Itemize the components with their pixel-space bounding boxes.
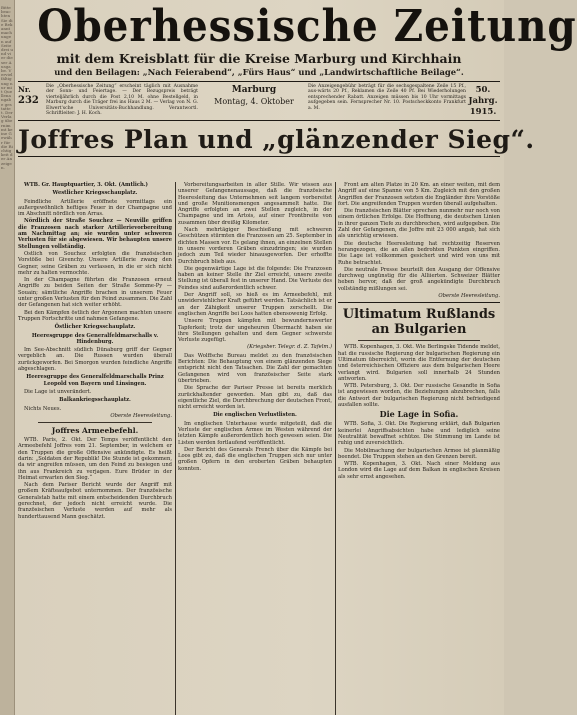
city: Marburg — [231, 85, 277, 95]
paragraph: Die Lage ist unverändert. — [24, 388, 92, 395]
issue-number — [18, 84, 46, 106]
issue-value: 232 — [18, 95, 39, 106]
masthead-subtitle: mit dem Kreisblatt für die Kreise Marburg und Kirchhain — [56, 51, 462, 66]
masthead-title: Oberhessische Zeitung — [37, 1, 577, 52]
paragraph: Vorbereitungsarbeiten in aller Stille. Wir wissen aus unserer Gefangenenaussage, daß die französische Heeresleitung das Unternehmen seit langem vorbereitet und große Munitionsmengen angesammelt hatte. Die Angriffe erfolgten an zwei Stellen zugleich, in der Champagne und im Artois, auf einer Frontbreite von zusammen über dreißig Kilometer. — [178, 182, 332, 226]
front-subhead: Östlicher Kriegsschauplatz. — [54, 324, 136, 331]
info-bar — [18, 81, 500, 121]
paragraph: Nichts Neues. — [24, 405, 62, 412]
paragraph: Ostlich von Souchez erfolgten die französischen Vorstöße bei Givenchy. Unsere Artillerie zwang den Gegner, seine Gräben zu verlassen, in die er sich nicht mehr zu halten vermochte. — [18, 250, 172, 276]
column-2 — [178, 182, 332, 715]
paragraph: Die französischen Blätter sprechen nunmehr nur noch von einem örtlichen Erfolge. Die Hoffnung, die deutschen Linien in ihrer ganzen Tiefe zu durchbrechen, wird aufgegeben. Die Zahl der Gefangenen, die Joffre mit 23 000 angab, hat sich als unrichtig erwiesen. — [338, 208, 500, 240]
issue-label: Nr. — [18, 85, 31, 94]
paragraph: In der Champagne führten die Franzosen erneut Angriffe zu beiden Seiten der Straße Somme-Py — Souain; sämtliche Angriffe brachen in unserem Feuer unter großen Verlusten für den Feind zusammen. Die Zahl der Gefangenen hat sich weiter erhöht. — [18, 277, 172, 309]
dateline: WTB. Gr. Hauptquartier, 3. Okt. (Amtlich.) — [24, 182, 149, 188]
headline-rule — [18, 156, 500, 157]
section-title: Joffres Armeebefehl. — [51, 426, 139, 436]
paragraph: Nach mehrtägiger Beschießung mit schweren Geschützen stürmten die Franzosen am 25. September in dichten Massen vor. Es gelang ihnen, an einzelnen Stellen in unsere vorderen Gräben einzudringen; sie wurden jedoch zum Teil wieder hinausgeworfen. Der erhoffte Durchbruch blieb aus. — [178, 227, 332, 265]
place-date — [206, 84, 302, 108]
paragraph: Der Bericht des Generals French über die Kämpfe bei Loos gibt zu, daß die englischen Truppen sich nur unter großen Opfern in den eroberten Gräben behaupten konnten. — [178, 446, 332, 472]
paragraph: Der Angriff soll, so hieß es im Armeebefehl, mit unwiderstehlicher Kraft geführt werden. Tatsächlich ist er an der Zähigkeit unserer Truppen zerschellt. Die englischen Angriffe bei Loos hatten ebensowenig Erfolg. — [178, 292, 332, 317]
paragraph: WTB. Sofia, 3. Okt. Die Regierung erklärt, daß Bulgarien keinerlei Angriffsabsichten habe und lediglich seine Neutralität bewaffnet schütze. Die Stimmung im Lande ist ruhig und zuversichtlich. — [338, 421, 500, 447]
front-subhead: Balkankriegsschauplatz. — [59, 397, 131, 404]
advertising-info: Die Anzeigengebühr beträgt für die sechsgespaltene Zeile 15 Pf., aus-wärts 20 Pf., Reklamen die Zeile 40 Pf. Bei Wiederholungen entsprechender Rabatt. Anzeigen müssen bis 10 Uhr vormittags aufgegeben sein. Fernsprecher Nr. 10. Postscheckkonto Frankfurt a. M. — [308, 84, 466, 111]
paragraph: Nördlich der Straße Souchez — Neuville griffen die Franzosen nach starker Artillerievorbereitung am Nachmittag an; sie wurden unter schweren Verlusten für sie abgewiesen. Wir behaupten unsere Stellungen vollständig. — [18, 218, 172, 250]
signature: (Kriegsber. Telegr. d. Z. Tafelm.) — [247, 344, 332, 351]
column-separator — [175, 182, 176, 715]
year: 1915. — [469, 107, 497, 117]
section-title: Ultimatum Rußlands an Bulgarien — [342, 307, 496, 338]
paragraph: Die Mobilmachung der bulgarischen Armee ist planmäßig beendet. Die Truppen stehen an den Grenzen bereit. — [338, 447, 500, 460]
divider — [38, 422, 152, 423]
paragraph: Die deutsche Heeresleitung hat rechtzeitig Reserven herangezogen, die an allen bedrohten Punkten eingriffen. Die Lage ist vollkommen gesichert und wird von uns mit Ruhe betrachtet. — [338, 240, 500, 266]
column-3 — [338, 182, 500, 715]
paragraph: Das Wolffsche Bureau meldet zu den französischen Berichten: Die Behauptung von einem glänzenden Siege entspricht nicht den Tatsachen. Die Zahl der gemachten Gefangenen wird von französischer Seite stark übertrieben. — [178, 352, 332, 384]
margin-note: Bitte beachten Sie die Bekanntmachungen auf Seite drei und vier dieser Ausgabe. Vervielfältigung nur mit Quellenangabe gestattet. Der Verlag übernimmt keine Gewähr für die Richtigkeit der Anzeigen. — [1, 5, 13, 170]
volume-year — [466, 85, 500, 118]
main-headline: Joffres Plan und „glänzender Sieg“. — [18, 125, 535, 154]
divider — [358, 340, 480, 341]
paragraph: WTB. Paris, 2. Okt. Der Temps veröffentlicht den Armeebefehl Joffres vom 21. September, in welchem er den Truppen die große Offensive ankündigte. Es heißt darin: „Soldaten der Republik! Die Stunde ist gekommen, da wir angreifen müssen, um den Feind zu besiegen und ihn aus Frankreich zu verjagen. Eure Brüder in der Heimat erwarten den Sieg.“ — [18, 437, 172, 481]
subhead: Die englischen Verlustlisten. — [213, 412, 297, 419]
paragraph: Front am alten Platze in 20 Km. an einer weiten, mit dem Angriff auf eine Spanne von 5 Km. Zugleich mit den großen Angriffen der Franzosen setzten die Engländer ihre Vorstöße fort. Die angreifenden Truppen wurden überall aufgehalten. — [338, 182, 500, 207]
paragraph: Die neutrale Presse beurteilt den Ausgang der Offensive durchweg ungünstig für die Alliierten. Schweizer Blätter heben hervor, daß der groß angekündigte Durchbruch vollständig mißlungen sei. — [338, 266, 500, 292]
paragraph: WTB. Kopenhagen, 3. Okt. Wie Berlingske Tidende meldet, hat die russische Regierung der bulgarischen Regierung ein Ultimatum überreicht, worin die Entfernung der deutschen und österreichischen Offiziere aus dem bulgarischen Heere verlangt wird. Bulgarien soll innerhalb 24 Stunden antworten. — [338, 344, 500, 382]
page-content — [18, 0, 577, 715]
volume-label: 50. Jahrg. — [468, 85, 498, 106]
binding-margin — [0, 0, 15, 715]
column-separator — [335, 182, 336, 715]
divider — [338, 302, 500, 303]
paragraph: Im See-Abschnitt südlich Dünaburg griff der Gegner vergeblich an. Die Russen wurden überall zurückgeworfen. Bei Smorgon wurden feindliche Angriffe abgeschlagen. — [18, 347, 172, 373]
issue-date: Montag, 4. Oktober — [214, 97, 294, 106]
paragraph: WTB. Petersburg, 3. Okt. Der russische Gesandte in Sofia ist angewiesen worden, die Beziehungen abzubrechen, falls die Antwort der bulgarischen Regierung nicht befriedigend ausfallen sollte. — [338, 383, 500, 409]
paragraph: Nach dem Pariser Bericht wurde der Angriff mit großem Kräfteaufgebot unternommen. Der französische Generalstab hatte mit einem entscheidenden Durchbruch gerechnet, der jedoch nicht erreicht wurde. Die französischen Verluste werden auf mehr als hunderttausend Mann geschätzt. — [18, 482, 172, 520]
paragraph: Im englischen Unterhause wurde mitgeteilt, daß die Verluste der englischen Armee im Westen während der letzten Kämpfe außerordentlich hoch gewesen seien. Die Listen werden fortlaufend veröffentlicht. — [178, 420, 332, 446]
front-subhead: Westlicher Kriegsschauplatz. — [52, 190, 138, 197]
masthead-supplements: und den Beilagen: „Nach Feierabend“, „Fürs Haus“ und „Landwirtschaftliche Beilage“. — [54, 67, 464, 77]
section-subtitle: Die Lage in Sofia. — [379, 409, 459, 420]
signature: Oberste Heeresleitung. — [438, 293, 500, 300]
army-group-subhead: Heeresgruppe des Generalfeldmarschalls v. Hindenburg. — [31, 332, 159, 345]
subscription-info: Die „Oberhessische Zeitung“ erscheint täglich mit Ausnahme der Sonn- und Feiertage. — Der Bezugspreis beträgt vierteljährlich durch die Post 2,10 M. ohne Bestellgeld, in Marburg durch die Träger frei ins Haus 2 M. — Verlag von N. G. Elwert'sche Universitäts-Buchhandlung. Verantwortl. Schriftleiter: J. H. Koch. — [46, 84, 198, 117]
paragraph: Bei den Kämpfen östlich der Argonnen machten unsere Truppen Fortschritte und nahmen Gefangene. — [18, 309, 172, 322]
article-columns — [18, 182, 500, 715]
column-1 — [18, 182, 172, 715]
paragraph: Die Sprache der Pariser Presse ist bereits merklich zurückhaltender geworden. Man gibt zu, daß das eigentliche Ziel, die Durchbrechung der deutschen Front, nicht erreicht worden ist. — [178, 385, 332, 411]
paragraph: Unsere Truppen kämpfen mit bewundernswerter Tapferkeit; trotz der ungeheuren Übermacht haben sie ihre Stellungen gehalten und dem Gegner schwerste Verluste zugefügt. — [178, 318, 332, 344]
paragraph: Feindliche Artillerie eröffnete vormittags ein außergewöhnlich heftiges Feuer in der Champagne und im Abschnitt nördlich von Arras. — [18, 198, 172, 218]
paragraph: WTB. Kopenhagen, 3. Okt. Nach einer Meldung aus London wird die Lage auf dem Balkan in englischen Kreisen als sehr ernst angesehen. — [338, 461, 500, 480]
army-group-subhead: Heeresgruppe des Generalfeldmarschalls Prinz Leopold von Bayern und Linsingen. — [26, 374, 164, 387]
signature: Oberste Heeresleitung. — [110, 412, 172, 419]
paragraph: Die gegenwärtige Lage ist die folgende: Die Franzosen haben an keiner Stelle ihr Ziel erreicht, unsere zweite Stellung ist überall fest in unserer Hand. Die Verluste des Feindes sind außerordentlich schwer. — [178, 265, 332, 291]
